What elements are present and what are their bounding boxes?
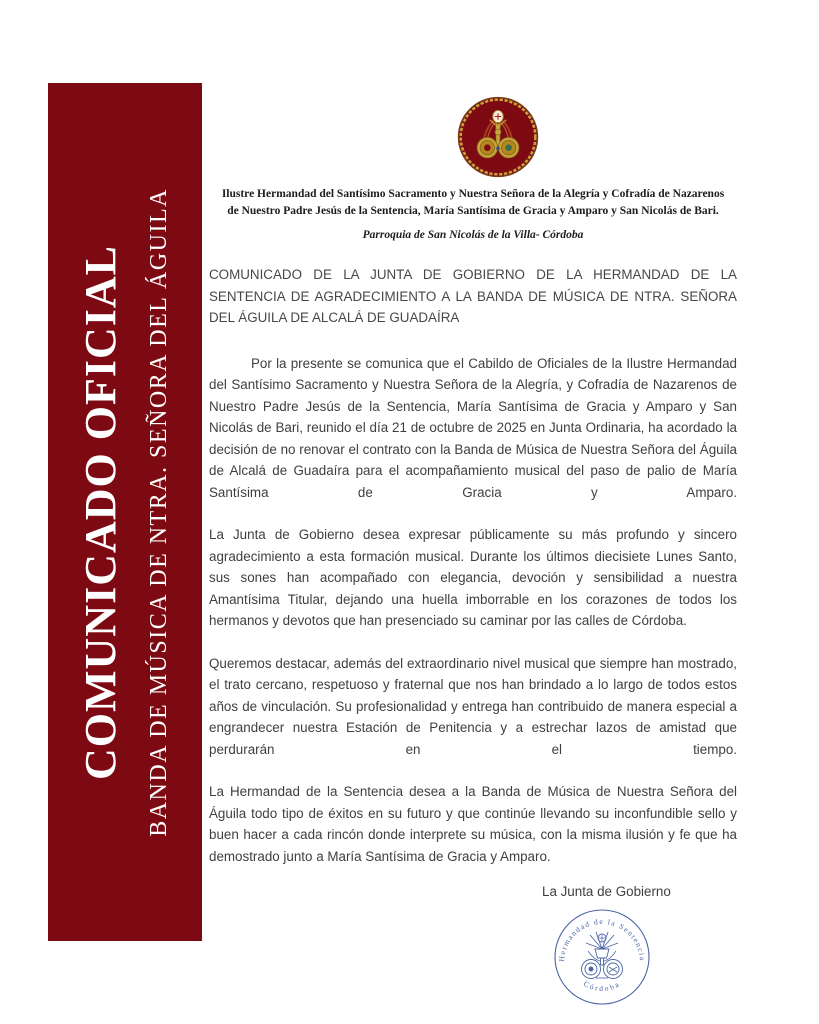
sentencia-seal-icon: [552, 907, 652, 1007]
letterhead-parish: Parroquia de San Nicolás de la Villa- Córdoba: [362, 229, 584, 241]
side-banner: [48, 83, 202, 941]
banner-subtitle: BANDA DE MÚSICA DE NTRA. SEÑORA DEL ÁGUILA: [146, 187, 172, 837]
banner-title: COMUNICADO OFICIAL: [76, 244, 125, 780]
communique-title: COMUNICADO DE LA JUNTA DE GOBIERNO DE LA HERMANDAD DE LA SENTENCIA DE AGRADECIMIENTO A LA BANDA DE MÚSICA DE NTRA. SEÑORA DEL ÁGUILA DE ALCALÁ DE GUADAÍRA: [209, 267, 737, 325]
letter-content: [209, 0, 737, 1007]
stamp-top-text: Hermandad de la Sentencia: [556, 916, 648, 962]
letterhead-org-name: Ilustre Hermandad del Santísimo Sacramento y Nuestra Señora de la Alegría y Cofradía de Nazarenos de Nuestro Padre Jesús de la Sentencia, María Santísima de Gracia y Amparo y San Nicolás de Bari.: [221, 188, 725, 217]
paragraph-2: La Junta de Gobierno desea expresar públicamente su más profundo y sincero agradecimiento a esta formación musical. Durante los últimos diecisiete Lunes Santo, sus sones han acompañado con elegancia, devoción y sensibilidad a nuestra Amantísima Titular, dejando una huella imborrable en los corazones de todos los hermanos y devotos que han presenciado su caminar por las calles de Córdoba.: [209, 527, 737, 628]
signature-line: La Junta de Gobierno: [542, 884, 671, 899]
hermandad-crest-icon: [457, 96, 539, 178]
stamp-bottom-text: Córdoba: [582, 979, 622, 993]
paragraph-1: Por la presente se comunica que el Cabildo de Oficiales de la Ilustre Hermandad del Santísimo Sacramento y Nuestra Señora de la Alegría, y Cofradía de Nazarenos de Nuestro Padre Jesús de la Sentencia, María Santísima de Gracia y Amparo y San Nicolás de Bari, reunido el día 21 de octubre de 2025 en Junta Ordinaria, ha acordado la decisión de no renovar el contrato con la Banda de Música de Nuestra Señora del Águila de Alcalá de Guadaíra para el acompañamiento musical del paso de palio de María Santísima de Gracia y Amparo.: [209, 355, 737, 500]
svg-text:Córdoba: [582, 979, 622, 993]
paragraph-4: La Hermandad de la Sentencia desea a la Banda de Música de Nuestra Señora del Águila todo tipo de éxitos en su futuro y que continúe llevando su inconfundible sello y buen hacer a cada rincón donde interprete su música, con la misma ilusión y fe que ha demostrado junto a María Santísima de Gracia y Amparo.: [209, 784, 737, 864]
paragraph-3: Queremos destacar, además del extraordinario nivel musical que siempre han mostrado, el trato cercano, respetuoso y fraternal que nos han brindado a lo largo de todos estos años de vinculación. Su profesionalidad y entrega han contribuido de manera especial a engrandecer nuestra Estación de Penitencia y a estrechar lazos de amistad que perdurarán en el tiempo.: [209, 655, 737, 757]
